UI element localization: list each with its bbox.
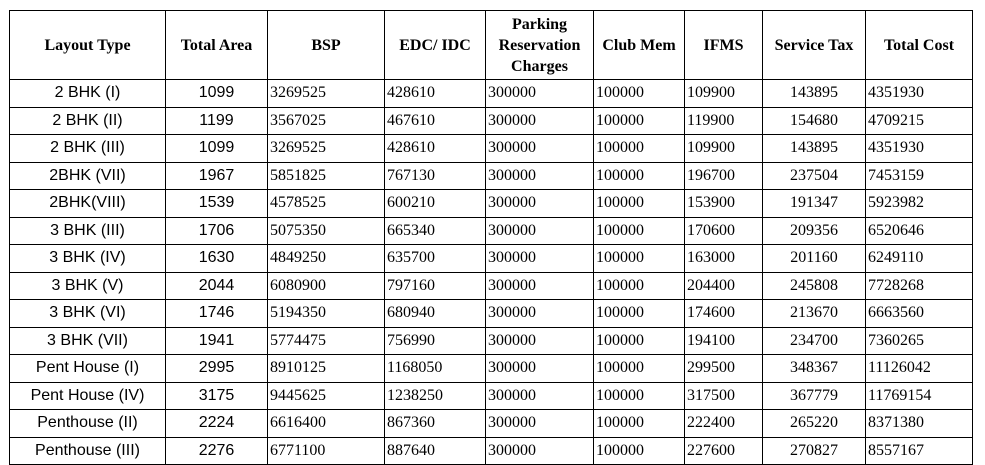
- service-tax-cell: 209356: [763, 217, 866, 245]
- edc-idc-cell: 680940: [385, 300, 486, 328]
- ifms-cell: 222400: [685, 410, 763, 438]
- bsp-cell: 4578525: [268, 190, 385, 218]
- service-tax-cell: 237504: [763, 162, 866, 190]
- total-cost-cell: 6663560: [866, 300, 973, 328]
- layout-type-cell: 3 BHK (VII): [10, 327, 166, 355]
- service-tax-cell: 265220: [763, 410, 866, 438]
- total-area-header: Total Area: [166, 11, 268, 80]
- total-cost-cell: 4351930: [866, 135, 973, 163]
- table-row: [10, 327, 973, 355]
- edc-idc-cell: 887640: [385, 437, 486, 465]
- ifms-cell: 194100: [685, 327, 763, 355]
- club-mem-cell: 100000: [594, 300, 685, 328]
- parking-charges-cell: 300000: [486, 355, 594, 383]
- service-tax-header: Service Tax: [763, 11, 866, 80]
- parking-charges-cell: 300000: [486, 437, 594, 465]
- parking-charges-cell: 300000: [486, 300, 594, 328]
- table-row: [10, 107, 973, 135]
- table-row: [10, 272, 973, 300]
- club-mem-cell: 100000: [594, 190, 685, 218]
- ifms-cell: 170600: [685, 217, 763, 245]
- bsp-cell: 6771100: [268, 437, 385, 465]
- club-mem-cell: 100000: [594, 162, 685, 190]
- parking-charges-cell: 300000: [486, 107, 594, 135]
- parking-charges-cell: 300000: [486, 327, 594, 355]
- parking-charges-cell: 300000: [486, 382, 594, 410]
- club-mem-cell: 100000: [594, 272, 685, 300]
- table-body: [10, 80, 973, 465]
- edc-idc-cell: 665340: [385, 217, 486, 245]
- club-mem-cell: 100000: [594, 245, 685, 273]
- table-row: [10, 190, 973, 218]
- bsp-cell: 3567025: [268, 107, 385, 135]
- total-cost-cell: 5923982: [866, 190, 973, 218]
- total-area-cell: 2995: [166, 355, 268, 383]
- club-mem-cell: 100000: [594, 80, 685, 108]
- total-cost-cell: 4351930: [866, 80, 973, 108]
- table-row: [10, 135, 973, 163]
- bsp-header: BSP: [268, 11, 385, 80]
- service-tax-cell: 348367: [763, 355, 866, 383]
- table-row: [10, 410, 973, 438]
- edc-idc-cell: 756990: [385, 327, 486, 355]
- club-mem-cell: 100000: [594, 217, 685, 245]
- club-mem-cell: 100000: [594, 107, 685, 135]
- header-row: [10, 11, 973, 80]
- total-area-cell: 1706: [166, 217, 268, 245]
- total-cost-cell: 6520646: [866, 217, 973, 245]
- parking-charges-cell: 300000: [486, 80, 594, 108]
- club-mem-cell: 100000: [594, 355, 685, 383]
- total-area-cell: 1199: [166, 107, 268, 135]
- service-tax-cell: 367779: [763, 382, 866, 410]
- edc-idc-header: EDC/ IDC: [385, 11, 486, 80]
- total-area-cell: 1099: [166, 135, 268, 163]
- layout-type-cell: 2 BHK (I): [10, 80, 166, 108]
- ifms-cell: 109900: [685, 135, 763, 163]
- edc-idc-cell: 428610: [385, 135, 486, 163]
- table-row: [10, 300, 973, 328]
- ifms-cell: 119900: [685, 107, 763, 135]
- service-tax-cell: 270827: [763, 437, 866, 465]
- total-cost-cell: 4709215: [866, 107, 973, 135]
- ifms-cell: 204400: [685, 272, 763, 300]
- parking-charges-cell: 300000: [486, 190, 594, 218]
- layout-type-cell: 3 BHK (III): [10, 217, 166, 245]
- total-area-cell: 1099: [166, 80, 268, 108]
- layout-type-cell: 3 BHK (V): [10, 272, 166, 300]
- edc-idc-cell: 867360: [385, 410, 486, 438]
- ifms-cell: 299500: [685, 355, 763, 383]
- table-row: [10, 217, 973, 245]
- total-area-cell: 2224: [166, 410, 268, 438]
- layout-type-cell: 2BHK (VII): [10, 162, 166, 190]
- layout-type-cell: 2 BHK (II): [10, 107, 166, 135]
- bsp-cell: 5774475: [268, 327, 385, 355]
- table-row: [10, 437, 973, 465]
- total-area-cell: 1539: [166, 190, 268, 218]
- parking-charges-cell: 300000: [486, 272, 594, 300]
- total-cost-header: Total Cost: [866, 11, 973, 80]
- total-cost-cell: 11769154: [866, 382, 973, 410]
- service-tax-cell: 201160: [763, 245, 866, 273]
- service-tax-cell: 143895: [763, 135, 866, 163]
- total-area-cell: 3175: [166, 382, 268, 410]
- club-mem-header: Club Mem: [594, 11, 685, 80]
- price-table: [9, 10, 973, 465]
- table-row: [10, 162, 973, 190]
- ifms-cell: 317500: [685, 382, 763, 410]
- ifms-cell: 196700: [685, 162, 763, 190]
- bsp-cell: 5194350: [268, 300, 385, 328]
- edc-idc-cell: 1168050: [385, 355, 486, 383]
- layout-type-cell: Pent House (IV): [10, 382, 166, 410]
- bsp-cell: 5851825: [268, 162, 385, 190]
- parking-charges-cell: 300000: [486, 410, 594, 438]
- edc-idc-cell: 428610: [385, 80, 486, 108]
- ifms-cell: 227600: [685, 437, 763, 465]
- edc-idc-cell: 767130: [385, 162, 486, 190]
- table-row: [10, 80, 973, 108]
- bsp-cell: 5075350: [268, 217, 385, 245]
- service-tax-cell: 191347: [763, 190, 866, 218]
- bsp-cell: 4849250: [268, 245, 385, 273]
- total-area-cell: 1967: [166, 162, 268, 190]
- bsp-cell: 3269525: [268, 135, 385, 163]
- club-mem-cell: 100000: [594, 437, 685, 465]
- service-tax-cell: 245808: [763, 272, 866, 300]
- bsp-cell: 6080900: [268, 272, 385, 300]
- club-mem-cell: 100000: [594, 382, 685, 410]
- total-cost-cell: 6249110: [866, 245, 973, 273]
- total-cost-cell: 7728268: [866, 272, 973, 300]
- ifms-cell: 163000: [685, 245, 763, 273]
- parking-charges-cell: 300000: [486, 217, 594, 245]
- ifms-cell: 109900: [685, 80, 763, 108]
- edc-idc-cell: 797160: [385, 272, 486, 300]
- table-row: [10, 245, 973, 273]
- edc-idc-cell: 467610: [385, 107, 486, 135]
- layout-type-cell: Penthouse (III): [10, 437, 166, 465]
- ifms-cell: 153900: [685, 190, 763, 218]
- service-tax-cell: 154680: [763, 107, 866, 135]
- edc-idc-cell: 635700: [385, 245, 486, 273]
- edc-idc-cell: 1238250: [385, 382, 486, 410]
- ifms-cell: 174600: [685, 300, 763, 328]
- total-area-cell: 2276: [166, 437, 268, 465]
- edc-idc-cell: 600210: [385, 190, 486, 218]
- bsp-cell: 3269525: [268, 80, 385, 108]
- layout-type-cell: 2 BHK (III): [10, 135, 166, 163]
- table-row: [10, 355, 973, 383]
- total-area-cell: 1630: [166, 245, 268, 273]
- bsp-cell: 9445625: [268, 382, 385, 410]
- parking-charges-header: Parking Reservation Charges: [486, 11, 594, 80]
- bsp-cell: 8910125: [268, 355, 385, 383]
- layout-type-cell: 3 BHK (VI): [10, 300, 166, 328]
- layout-type-cell: 3 BHK (IV): [10, 245, 166, 273]
- bsp-cell: 6616400: [268, 410, 385, 438]
- total-cost-cell: 8557167: [866, 437, 973, 465]
- parking-charges-cell: 300000: [486, 135, 594, 163]
- club-mem-cell: 100000: [594, 327, 685, 355]
- service-tax-cell: 213670: [763, 300, 866, 328]
- layout-type-header: Layout Type: [10, 11, 166, 80]
- club-mem-cell: 100000: [594, 410, 685, 438]
- total-cost-cell: 11126042: [866, 355, 973, 383]
- total-area-cell: 1746: [166, 300, 268, 328]
- total-cost-cell: 7360265: [866, 327, 973, 355]
- service-tax-cell: 234700: [763, 327, 866, 355]
- parking-charges-cell: 300000: [486, 245, 594, 273]
- total-cost-cell: 7453159: [866, 162, 973, 190]
- total-area-cell: 2044: [166, 272, 268, 300]
- layout-type-cell: Penthouse (II): [10, 410, 166, 438]
- total-area-cell: 1941: [166, 327, 268, 355]
- total-cost-cell: 8371380: [866, 410, 973, 438]
- parking-charges-cell: 300000: [486, 162, 594, 190]
- service-tax-cell: 143895: [763, 80, 866, 108]
- table-row: [10, 382, 973, 410]
- layout-type-cell: 2BHK(VIII): [10, 190, 166, 218]
- layout-type-cell: Pent House (I): [10, 355, 166, 383]
- ifms-header: IFMS: [685, 11, 763, 80]
- club-mem-cell: 100000: [594, 135, 685, 163]
